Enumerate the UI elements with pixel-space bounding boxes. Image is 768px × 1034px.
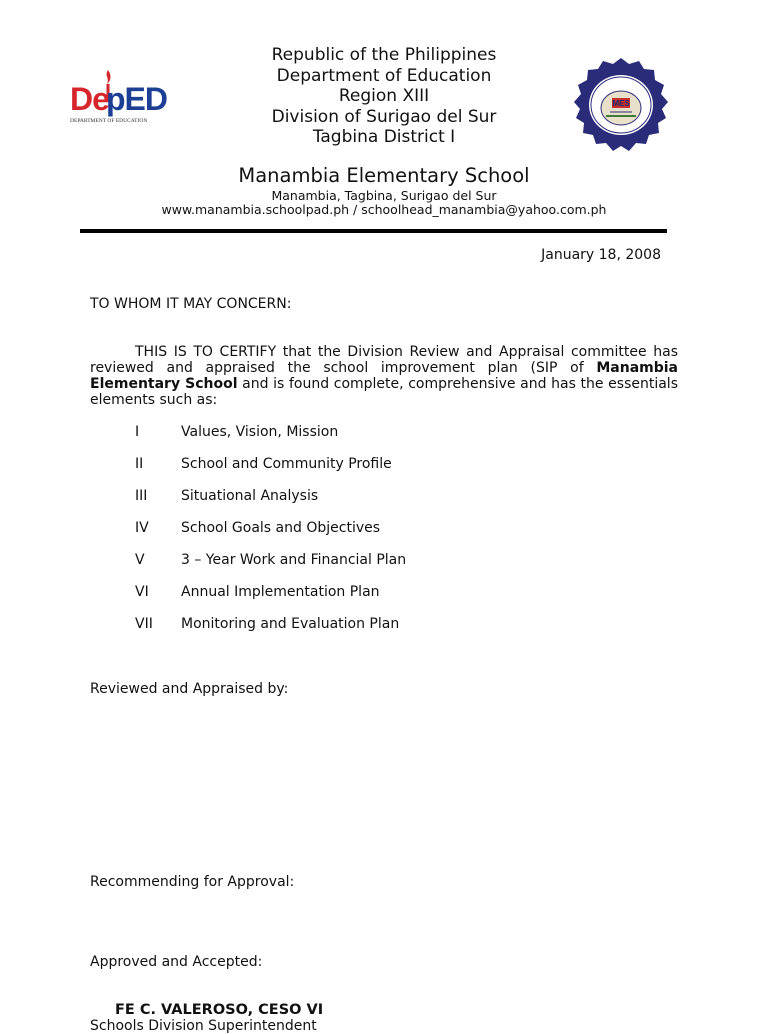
svg-text:pED: pED [106,81,167,117]
list-item: Annual Implementation Plan [181,584,380,600]
reviewed-by-label: Reviewed and Appraised by: [90,681,289,697]
list-item-number: I [135,424,140,440]
school-name: Manambia Elementary School [238,164,530,187]
list-item: 3 – Year Work and Financial Plan [181,552,407,568]
agency-header [200,45,568,148]
paragraph-text-start: THIS IS TO CERTIFY that the Division Review and Appraisal committee has reviewed and appraised the school improvement plan (SIP of [90,344,678,376]
signatory-title: Schools Division Superintendent [90,1018,317,1034]
salutation: TO WHOM IT MAY CONCERN: [90,296,292,312]
school-address: Manambia, Tagbina, Surigao del Sur [271,188,497,203]
school-seal-icon [562,56,680,160]
header-line-division: Division of Surigao del Sur [271,106,497,127]
letter-date: January 18, 2008 [541,247,661,263]
deped-logo-icon [68,66,170,126]
list-item-number: V [135,552,145,568]
signatory-name: FE C. VALEROSO, CESO VI [115,1002,324,1018]
list-item: Monitoring and Evaluation Plan [181,616,400,632]
list-item-number: II [135,456,144,472]
list-item-number: III [135,488,148,504]
header-line-region: Region XIII [338,86,430,106]
paragraph-school-name: Manambia Elementary School [90,360,678,392]
svg-text:DEPARTMENT OF EDUCATION: DEPARTMENT OF EDUCATION [70,118,148,124]
header-line-republic: Republic of the Philippines [271,45,497,65]
list-item: School and Community Profile [181,456,392,472]
list-item-number: IV [135,520,149,536]
header-divider [80,229,667,233]
school-web-email: www.manambia.schoolpad.ph / schoolhead_manambia@yahoo.com.ph [161,202,607,217]
list-item: Situational Analysis [181,488,319,504]
list-item-number: VII [135,616,153,632]
svg-text:De: De [70,81,109,117]
certification-paragraph [90,344,678,408]
header-line-district: Tagbina District I [312,127,456,147]
svg-text:MES: MES [612,99,630,108]
approved-label: Approved and Accepted: [90,954,263,970]
paragraph-text-end: and is found complete, comprehensive and has the essentials elements such as: [90,376,678,408]
recommending-label: Recommending for Approval: [90,874,295,890]
header-line-department: Department of Education [276,65,492,86]
list-item: Values, Vision, Mission [181,424,339,440]
list-item: School Goals and Objectives [181,520,381,536]
list-item-number: VI [135,584,149,600]
